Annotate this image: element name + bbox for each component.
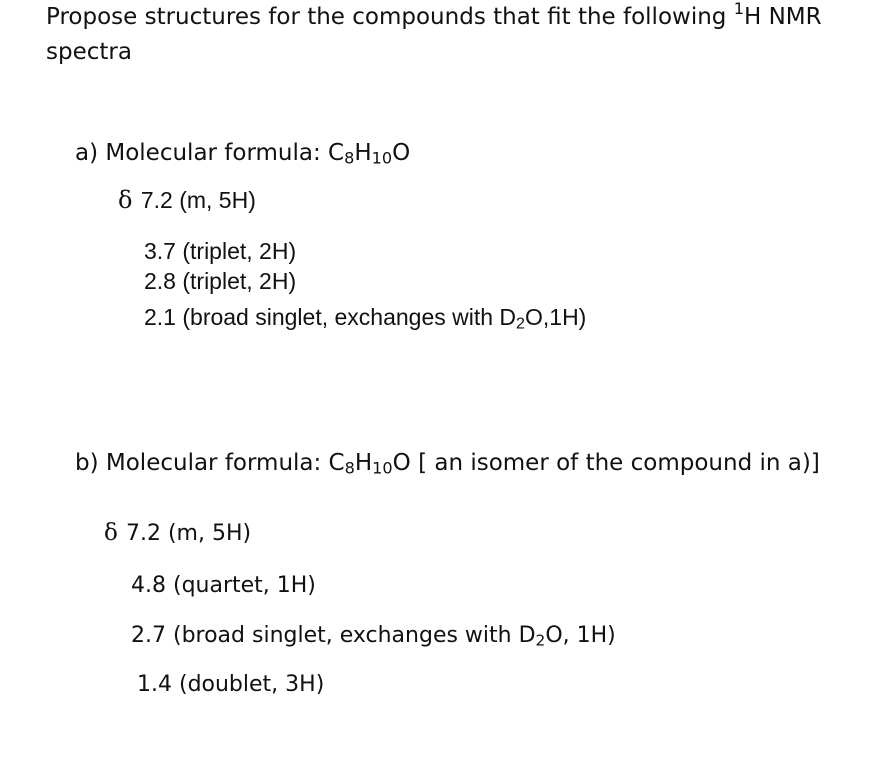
part-b-peak-3-prefix: 2.7 (broad singlet, exchanges with D [131,623,536,648]
part-b-peak-1 [104,522,251,545]
question-line-1 [46,0,822,30]
part-b-o-suffix: O [ an isomer of the compound in a)] [392,450,820,476]
part-b-peak-3-suffix: O, 1H) [545,623,616,648]
part-b-peak-4-text: 1.4 (doublet, 3H) [137,672,325,697]
part-a-peak-3-text: 2.8 (triplet, 2H) [144,268,297,294]
part-b-peak-4 [137,674,324,696]
question-line-2 [46,41,132,64]
part-a-peak-1-text: 7.2 (m, 5H) [140,187,256,213]
part-a-peak-1 [118,188,256,212]
part-a-formula-label [75,140,411,168]
question-line-2-text: spectra [46,39,132,65]
part-b-peak-1-text: 7.2 (m, 5H) [125,521,252,546]
question-line-1-suffix: H NMR [743,4,822,30]
part-b-c-sub: 8 [344,458,355,478]
delta-symbol: δ [118,186,133,214]
part-b-h-sub: 10 [372,458,393,478]
part-a-label-prefix: a) Molecular formula: C [75,140,345,166]
part-a-peak-3 [144,270,296,293]
part-b-peak-2-text: 4.8 (quartet, 1H) [131,573,316,598]
part-a-peak-4-prefix: 2.1 (broad singlet, exchanges with D [144,304,517,330]
part-b-formula-label [75,450,820,478]
part-b-h: H [354,450,373,476]
delta-symbol: δ [104,520,118,546]
part-a-h-sub: 10 [371,148,393,168]
part-a-peak-4 [144,304,587,333]
part-b-peak-3 [131,623,616,650]
part-a-peak-2 [144,240,296,263]
nmr-superscript: 1 [733,0,744,19]
part-a-c-sub: 8 [344,148,355,168]
part-b-peak-2 [131,575,316,597]
part-a-peak-2-text: 3.7 (triplet, 2H) [144,238,297,264]
part-b-label-prefix: b) Molecular formula: C [75,450,345,476]
part-a-h: H [354,140,372,166]
part-a-peak-4-sub: 2 [516,314,525,333]
question-line-1-prefix: Propose structures for the compounds that fit the following [46,4,734,30]
part-b-peak-3-sub: 2 [535,631,546,650]
part-a-peak-4-suffix: O,1H) [525,304,587,330]
part-a-o: O [392,140,411,166]
